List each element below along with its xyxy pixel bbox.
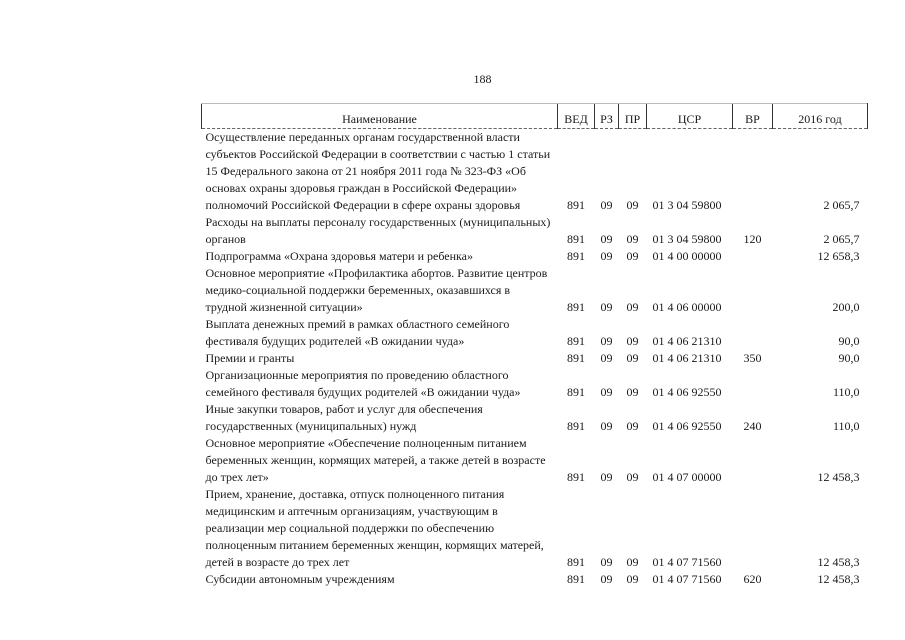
row-ved: 891 bbox=[567, 232, 585, 246]
budget-table bbox=[201, 103, 868, 588]
row-pr: 09 bbox=[626, 351, 639, 365]
row-ved: 891 bbox=[567, 300, 585, 314]
table-row bbox=[202, 571, 868, 588]
row-csr: 01 4 06 92550 bbox=[652, 385, 722, 399]
row-rz: 09 bbox=[600, 249, 613, 263]
row-name: Прием, хранение, доставка, отпуск полноценного питания медицинским и аптечным организациям, участвующим в реализации мер социальной поддержки по обеспечению полноценным питанием беременных женщин, кормящих матерей, детей в возрасте до трех лет bbox=[205, 487, 544, 569]
row-pr: 09 bbox=[626, 555, 639, 569]
row-vr bbox=[733, 265, 773, 316]
row-vr bbox=[733, 316, 773, 350]
row-vr bbox=[733, 248, 773, 265]
row-csr: 01 4 07 71560 bbox=[652, 572, 722, 586]
row-pr: 09 bbox=[626, 385, 639, 399]
row-name: Организационные мероприятия по проведению областного семейного фестиваля будущих родителей «В ожидании чуда» bbox=[205, 368, 521, 399]
row-vr bbox=[733, 486, 773, 571]
row-name: Подпрограмма «Охрана здоровья матери и ребенка» bbox=[205, 249, 473, 263]
header-vr: ВР bbox=[733, 104, 773, 129]
row-rz: 09 bbox=[600, 300, 613, 314]
row-pr: 09 bbox=[626, 198, 639, 212]
row-csr: 01 4 07 71560 bbox=[652, 555, 722, 569]
row-ved: 891 bbox=[567, 555, 585, 569]
header-name: Наименование bbox=[202, 104, 558, 129]
table-row bbox=[202, 129, 868, 215]
header-pr: ПР bbox=[619, 104, 647, 129]
row-name: Осуществление переданных органам государственной власти субъектов Российской Федерации в соответствии с частью 1 статьи 15 Федерального закона от 21 ноября 2011 года № 323-ФЗ «Об основах охраны здоровья граждан в Российской Федерации» полномочий Российской Федерации в сфере охраны здоровья bbox=[205, 130, 551, 212]
page-number: 188 bbox=[473, 72, 492, 86]
table-row bbox=[202, 367, 868, 401]
row-rz: 09 bbox=[600, 198, 613, 212]
row-name: Субсидии автономным учреждениям bbox=[205, 572, 395, 586]
row-vr bbox=[733, 367, 773, 401]
row-pr: 09 bbox=[626, 470, 639, 484]
table-row bbox=[202, 265, 868, 316]
header-csr: ЦСР bbox=[647, 104, 733, 129]
row-amount: 110,0 bbox=[832, 419, 860, 433]
row-ved: 891 bbox=[567, 419, 585, 433]
row-vr bbox=[733, 129, 773, 215]
header-amount: 2016 год bbox=[773, 104, 868, 129]
row-pr: 09 bbox=[626, 232, 639, 246]
table-row bbox=[202, 316, 868, 350]
row-ved: 891 bbox=[567, 470, 585, 484]
row-rz: 09 bbox=[600, 334, 613, 348]
row-csr: 01 4 06 00000 bbox=[652, 300, 722, 314]
row-vr: 240 bbox=[743, 419, 762, 433]
header-ved: ВЕД bbox=[558, 104, 595, 129]
row-ved: 891 bbox=[567, 334, 585, 348]
row-rz: 09 bbox=[600, 555, 613, 569]
table-row bbox=[202, 435, 868, 486]
row-ved: 891 bbox=[567, 572, 585, 586]
row-rz: 09 bbox=[600, 470, 613, 484]
row-pr: 09 bbox=[626, 334, 639, 348]
row-csr: 01 3 04 59800 bbox=[652, 198, 722, 212]
row-ved: 891 bbox=[567, 249, 585, 263]
table-row bbox=[202, 401, 868, 435]
row-amount: 90,0 bbox=[838, 351, 860, 365]
row-csr: 01 4 06 21310 bbox=[652, 351, 722, 365]
row-amount: 12 658,3 bbox=[817, 249, 860, 263]
table-row bbox=[202, 486, 868, 571]
row-pr: 09 bbox=[626, 300, 639, 314]
row-amount: 110,0 bbox=[832, 385, 860, 399]
row-name: Основное мероприятие «Обеспечение полноценным питанием беременных женщин, кормящих матерей, а также детей в возрасте до трех лет» bbox=[205, 436, 546, 484]
row-name: Основное мероприятие «Профилактика абортов. Развитие центров медико-социальной поддержки беременных, оказавшихся в трудной жизненной ситуации» bbox=[205, 266, 548, 314]
row-amount: 12 458,3 bbox=[817, 572, 860, 586]
row-amount: 90,0 bbox=[838, 334, 860, 348]
row-rz: 09 bbox=[600, 232, 613, 246]
table-row bbox=[202, 248, 868, 265]
row-vr: 620 bbox=[743, 572, 762, 586]
row-amount: 2 065,7 bbox=[823, 232, 860, 246]
row-vr bbox=[733, 435, 773, 486]
row-csr: 01 4 07 00000 bbox=[652, 470, 722, 484]
row-csr: 01 3 04 59800 bbox=[652, 232, 722, 246]
row-pr: 09 bbox=[626, 419, 639, 433]
row-ved: 891 bbox=[567, 351, 585, 365]
row-csr: 01 4 00 00000 bbox=[652, 249, 722, 263]
row-name: Выплата денежных премий в рамках областного семейного фестиваля будущих родителей «В ожидании чуда» bbox=[205, 317, 510, 348]
row-csr: 01 4 06 92550 bbox=[652, 419, 722, 433]
row-ved: 891 bbox=[567, 385, 585, 399]
row-name: Иные закупки товаров, работ и услуг для обеспечения государственных (муниципальных) нужд bbox=[205, 402, 483, 433]
row-name: Премии и гранты bbox=[205, 351, 295, 365]
row-name: Расходы на выплаты персоналу государственных (муниципальных) органов bbox=[205, 215, 551, 246]
row-rz: 09 bbox=[600, 572, 613, 586]
header-rz: РЗ bbox=[595, 104, 619, 129]
row-amount: 2 065,7 bbox=[823, 198, 860, 212]
row-amount: 12 458,3 bbox=[817, 470, 860, 484]
row-ved: 891 bbox=[567, 198, 585, 212]
row-rz: 09 bbox=[600, 419, 613, 433]
row-vr: 120 bbox=[743, 232, 762, 246]
table-header-row bbox=[202, 104, 868, 129]
table-row bbox=[202, 214, 868, 248]
row-amount: 12 458,3 bbox=[817, 555, 860, 569]
row-amount: 200,0 bbox=[832, 300, 860, 314]
row-pr: 09 bbox=[626, 572, 639, 586]
table-row bbox=[202, 350, 868, 367]
row-pr: 09 bbox=[626, 249, 639, 263]
row-csr: 01 4 06 21310 bbox=[652, 334, 722, 348]
row-rz: 09 bbox=[600, 351, 613, 365]
row-rz: 09 bbox=[600, 385, 613, 399]
row-vr: 350 bbox=[743, 351, 762, 365]
